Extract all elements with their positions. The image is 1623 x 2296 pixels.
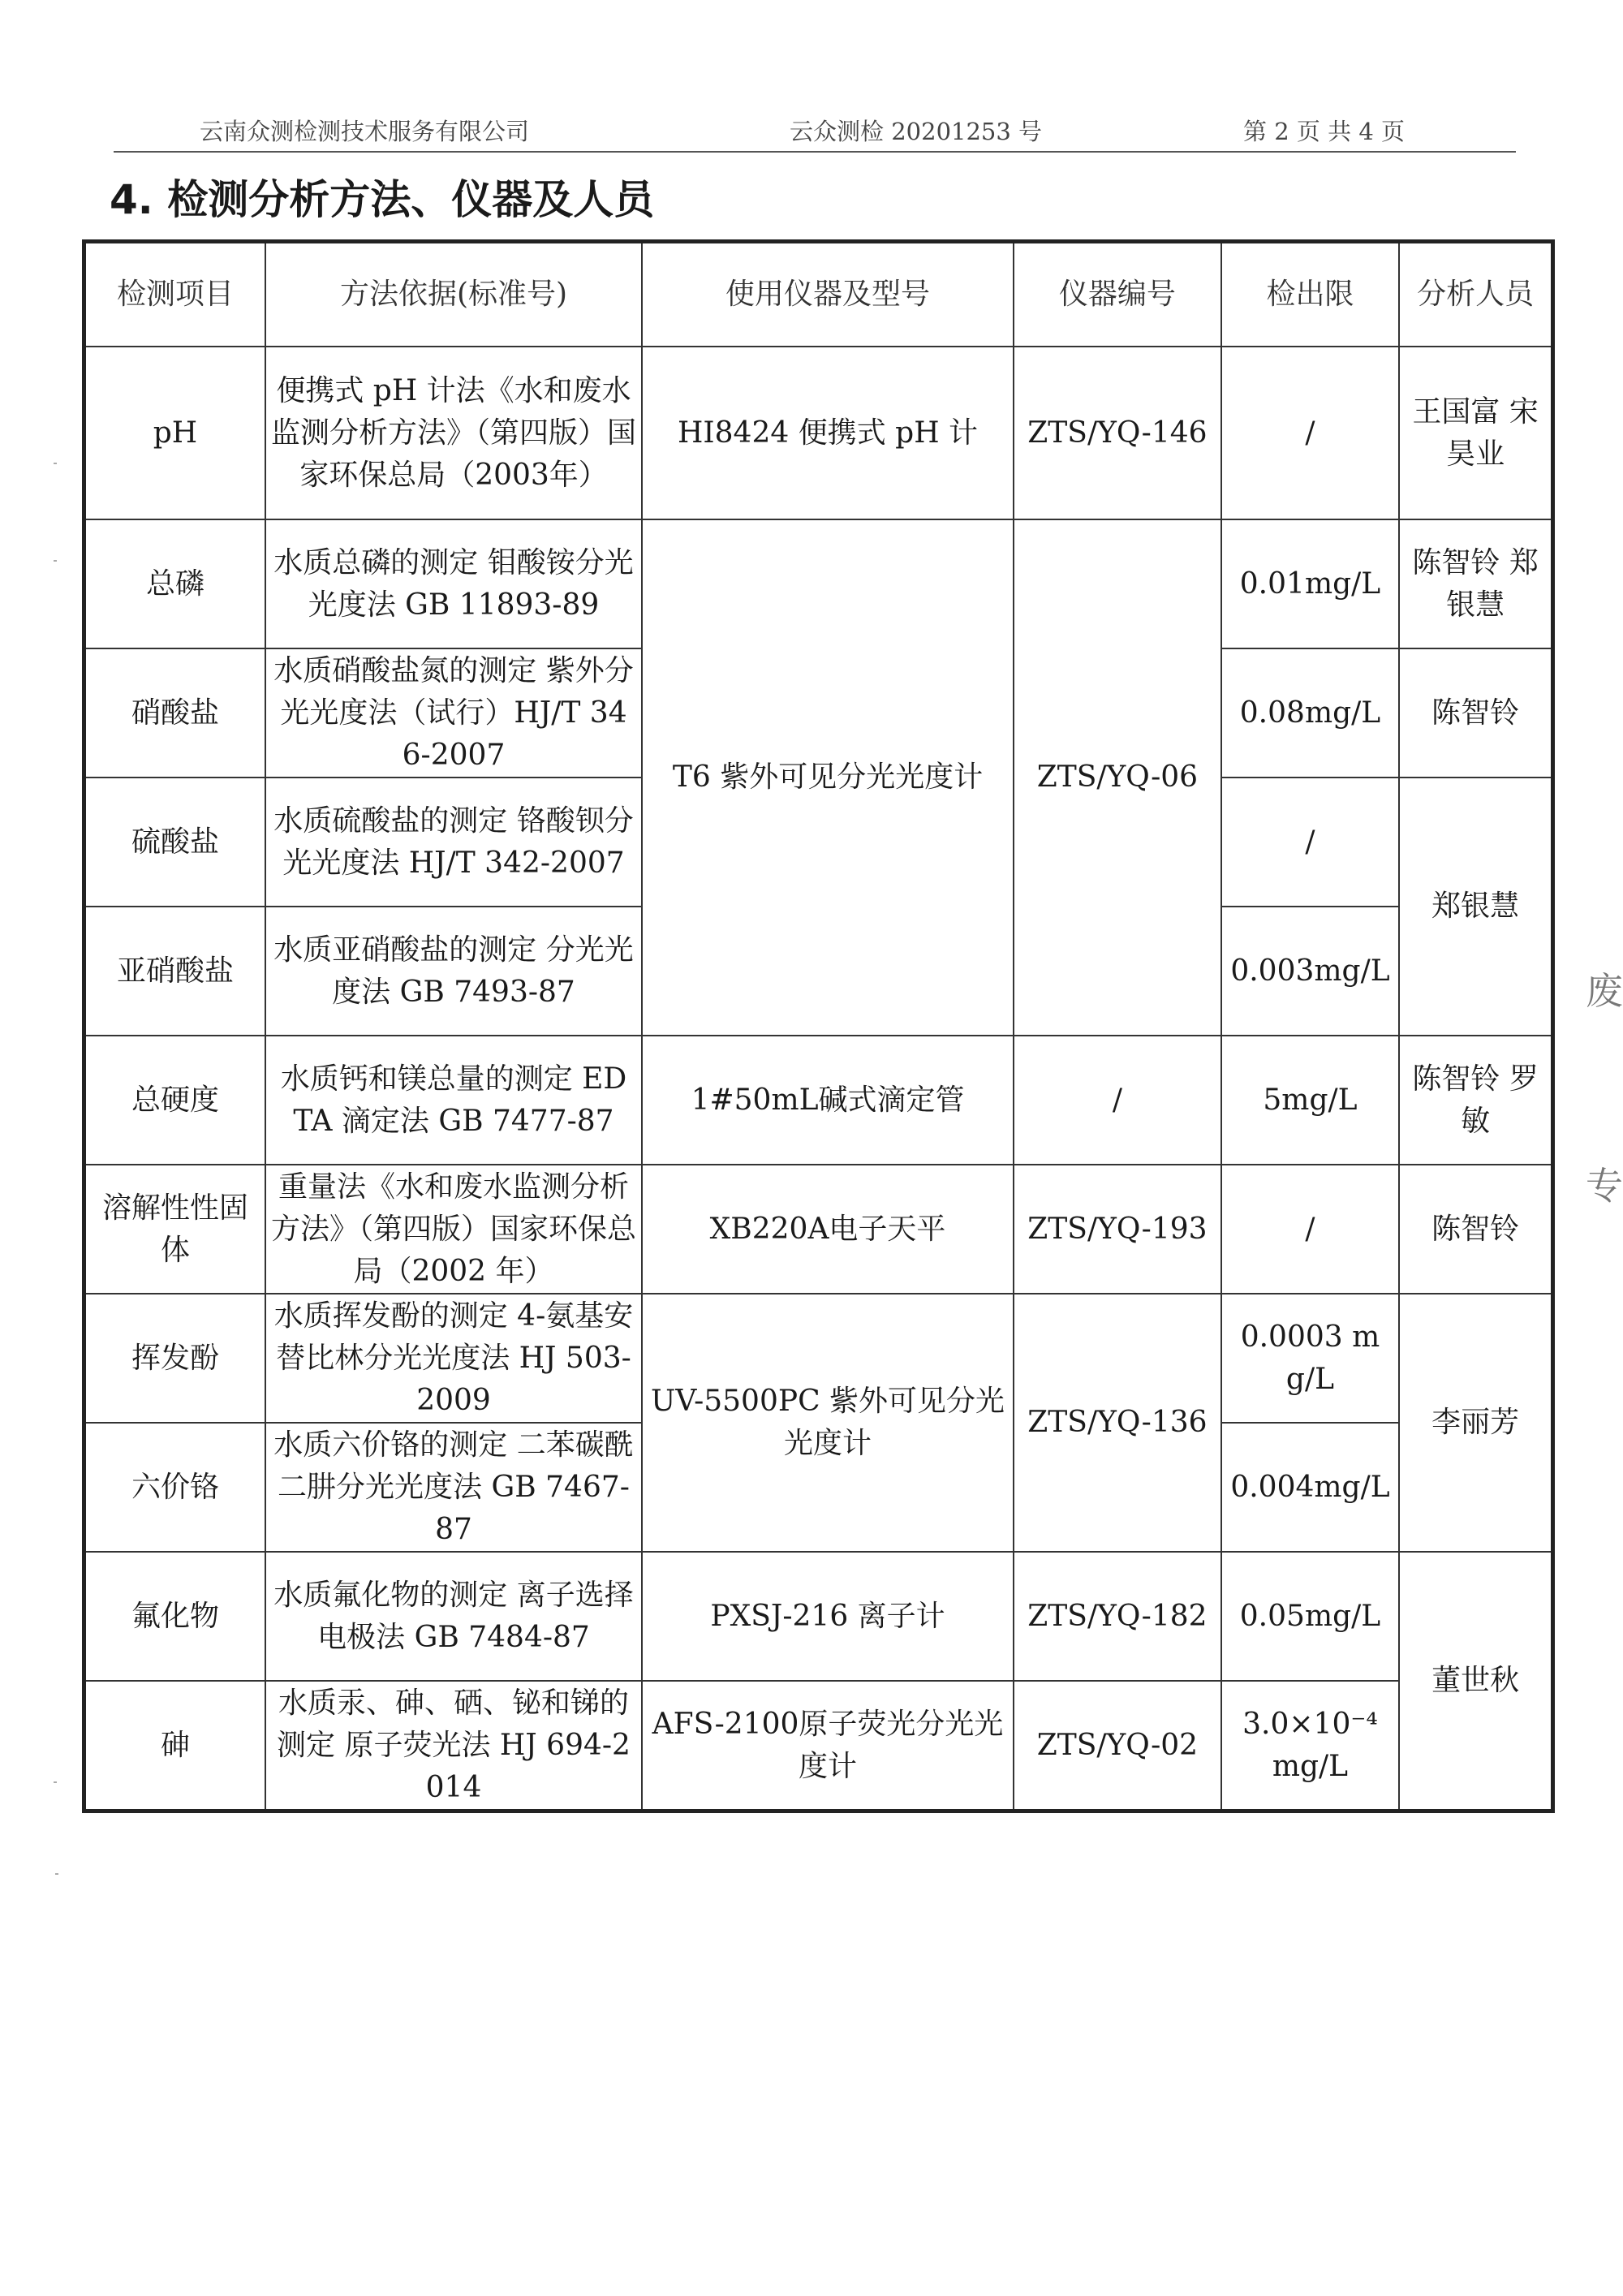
cell-limit: / xyxy=(1221,1165,1399,1294)
cell-limit: 0.01mg/L xyxy=(1221,519,1399,648)
cell-method: 水质硫酸盐的测定 铬酸钡分光光度法 HJ/T 342-2007 xyxy=(265,778,642,907)
table-header-row xyxy=(84,242,1553,347)
section-title: 4. 检测分析方法、仪器及人员 xyxy=(110,176,655,223)
cell-limit: 0.05mg/L xyxy=(1221,1552,1399,1681)
table-row xyxy=(84,519,1553,648)
cell-staff: 陈智铃 郑银慧 xyxy=(1399,519,1552,648)
header-report-number: 云众测检 20201253 号 xyxy=(790,118,1043,145)
cell-instrument-no: ZTS/YQ-182 xyxy=(1014,1552,1221,1681)
cell-limit: 5mg/L xyxy=(1221,1036,1399,1165)
cell-limit: 0.08mg/L xyxy=(1221,648,1399,778)
cell-method: 水质硝酸盐氮的测定 紫外分光光度法（试行）HJ/T 346-2007 xyxy=(265,648,642,778)
cell-method: 便携式 pH 计法《水和废水监测分析方法》（第四版）国家环保总局（2003年） xyxy=(265,347,642,519)
cell-item: pH xyxy=(84,347,265,519)
cell-staff: 陈智铃 罗敏 xyxy=(1399,1036,1552,1165)
cell-method: 水质六价铬的测定 二苯碳酰二肼分光光度法 GB 7467-87 xyxy=(265,1423,642,1552)
cell-method: 水质汞、砷、硒、铋和锑的测定 原子荧光法 HJ 694-2014 xyxy=(265,1681,642,1811)
cell-method: 水质挥发酚的测定 4-氨基安替比林分光光度法 HJ 503-2009 xyxy=(265,1294,642,1423)
cell-limit: 3.0×10⁻⁴ mg/L xyxy=(1221,1681,1399,1811)
cell-item: 亚硝酸盐 xyxy=(84,907,265,1036)
header-instrument-no: 仪器编号 xyxy=(1014,242,1221,347)
cell-method: 水质亚硝酸盐的测定 分光光度法 GB 7493-87 xyxy=(265,907,642,1036)
table-row xyxy=(84,347,1553,519)
methods-table xyxy=(82,239,1555,1813)
header-item: 检测项目 xyxy=(84,242,265,347)
cell-instrument: XB220A电子天平 xyxy=(642,1165,1014,1294)
cell-item: 总硬度 xyxy=(84,1036,265,1165)
cell-staff: 陈智铃 xyxy=(1399,648,1552,778)
cell-staff: 郑银慧 xyxy=(1399,778,1552,1036)
cell-item: 六价铬 xyxy=(84,1423,265,1552)
cell-instrument: PXSJ-216 离子计 xyxy=(642,1552,1014,1681)
cell-item: 氟化物 xyxy=(84,1552,265,1681)
cell-item: 总磷 xyxy=(84,519,265,648)
cell-staff: 董世秋 xyxy=(1399,1552,1552,1811)
cell-item: 挥发酚 xyxy=(84,1294,265,1423)
cell-instrument: 1#50mL碱式滴定管 xyxy=(642,1036,1014,1165)
cell-instrument: AFS-2100原子荧光分光光度计 xyxy=(642,1681,1014,1811)
cell-item: 溶解性性固体 xyxy=(84,1165,265,1294)
cell-staff: 陈智铃 xyxy=(1399,1165,1552,1294)
cell-instrument-no: / xyxy=(1014,1036,1221,1165)
table-row xyxy=(84,1552,1553,1681)
table-row xyxy=(84,1294,1553,1423)
header-limit: 检出限 xyxy=(1221,242,1399,347)
cell-method: 重量法《水和废水监测分析方法》（第四版）国家环保总局（2002 年） xyxy=(265,1165,642,1294)
cell-method: 水质氟化物的测定 离子选择电极法 GB 7484-87 xyxy=(265,1552,642,1681)
scan-speck xyxy=(55,1873,58,1875)
cell-instrument-no: ZTS/YQ-146 xyxy=(1014,347,1221,519)
cell-instrument: HI8424 便携式 pH 计 xyxy=(642,347,1014,519)
cell-method: 水质钙和镁总量的测定 EDTA 滴定法 GB 7477-87 xyxy=(265,1036,642,1165)
header-rule xyxy=(114,151,1516,153)
cell-item: 硫酸盐 xyxy=(84,778,265,907)
header-page-number: 第 2 页 共 4 页 xyxy=(1243,118,1405,145)
cell-instrument-no: ZTS/YQ-193 xyxy=(1014,1165,1221,1294)
page-header xyxy=(114,114,1509,148)
cell-limit: 0.004mg/L xyxy=(1221,1423,1399,1552)
cell-instrument: T6 紫外可见分光光度计 xyxy=(642,519,1014,1036)
table-row xyxy=(84,1681,1553,1811)
scan-speck xyxy=(54,463,57,464)
scan-speck xyxy=(54,560,57,562)
edge-stamp-mark-2: 专 xyxy=(1586,1164,1623,1208)
edge-stamp-mark-1: 废 xyxy=(1586,969,1623,1013)
cell-staff: 李丽芳 xyxy=(1399,1294,1552,1552)
cell-limit: / xyxy=(1221,778,1399,907)
cell-limit: / xyxy=(1221,347,1399,519)
cell-item: 砷 xyxy=(84,1681,265,1811)
header-staff: 分析人员 xyxy=(1399,242,1552,347)
table-row xyxy=(84,1036,1553,1165)
header-method: 方法依据(标准号) xyxy=(265,242,642,347)
cell-staff: 王国富 宋昊业 xyxy=(1399,347,1552,519)
cell-instrument-no: ZTS/YQ-06 xyxy=(1014,519,1221,1036)
cell-limit: 0.003mg/L xyxy=(1221,907,1399,1036)
header-company: 云南众测检测技术服务有限公司 xyxy=(200,118,530,145)
scan-speck xyxy=(54,1781,57,1783)
table-row xyxy=(84,1165,1553,1294)
cell-limit: 0.0003 mg/L xyxy=(1221,1294,1399,1423)
cell-instrument: UV-5500PC 紫外可见分光光度计 xyxy=(642,1294,1014,1552)
cell-method: 水质总磷的测定 钼酸铵分光光度法 GB 11893-89 xyxy=(265,519,642,648)
header-instrument: 使用仪器及型号 xyxy=(642,242,1014,347)
cell-instrument-no: ZTS/YQ-02 xyxy=(1014,1681,1221,1811)
cell-item: 硝酸盐 xyxy=(84,648,265,778)
cell-instrument-no: ZTS/YQ-136 xyxy=(1014,1294,1221,1552)
